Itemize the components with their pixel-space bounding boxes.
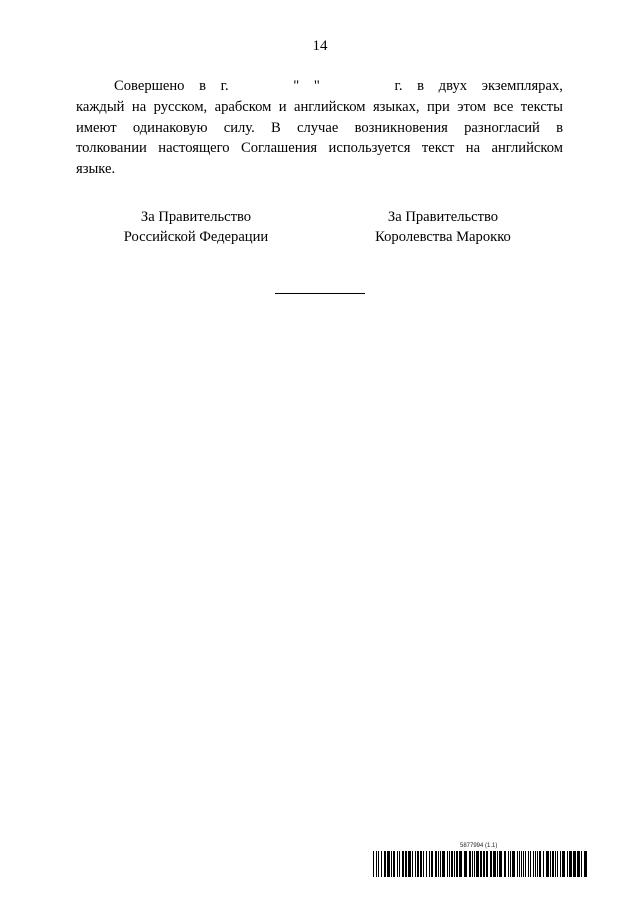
paragraph-last-line: языке. xyxy=(76,161,116,178)
barcode-caption: 5877994 (1.1) xyxy=(460,843,498,849)
signature-party: Королевства Марокко xyxy=(375,229,511,245)
word-dvukh: двух xyxy=(438,78,468,94)
signature-block-russia xyxy=(96,207,296,247)
word-sovershe: Совершено xyxy=(114,78,185,94)
end-of-document-rule xyxy=(275,293,365,294)
closing-paragraph xyxy=(76,76,563,180)
date-close-quote: " xyxy=(313,78,320,94)
word-v: в xyxy=(199,78,206,94)
signature-heading: За Правительство xyxy=(140,209,252,225)
paragraph-line: имеют одинаковую силу. В случае возникновения разногласий в xyxy=(76,119,563,136)
signature-party: Российской Федерации xyxy=(123,229,269,245)
word-g-place: г. xyxy=(220,78,229,94)
paragraph-line: каждый на русском, арабском и английском языках, при этом все тексты xyxy=(76,98,563,115)
word-v-2: в xyxy=(417,78,425,94)
date-open-quote: " xyxy=(293,78,300,94)
paragraph-first-line xyxy=(76,76,563,97)
barcode-image xyxy=(373,851,591,877)
paragraph-line: толковании настоящего Соглашения используется текст на английском xyxy=(76,140,563,157)
word-g-year: г. xyxy=(394,78,403,94)
signature-block-morocco xyxy=(343,207,543,247)
word-ekzemplyarakh: экземплярах, xyxy=(481,78,563,94)
signature-heading: За Правительство xyxy=(387,209,499,225)
page-number: 14 xyxy=(312,38,328,54)
